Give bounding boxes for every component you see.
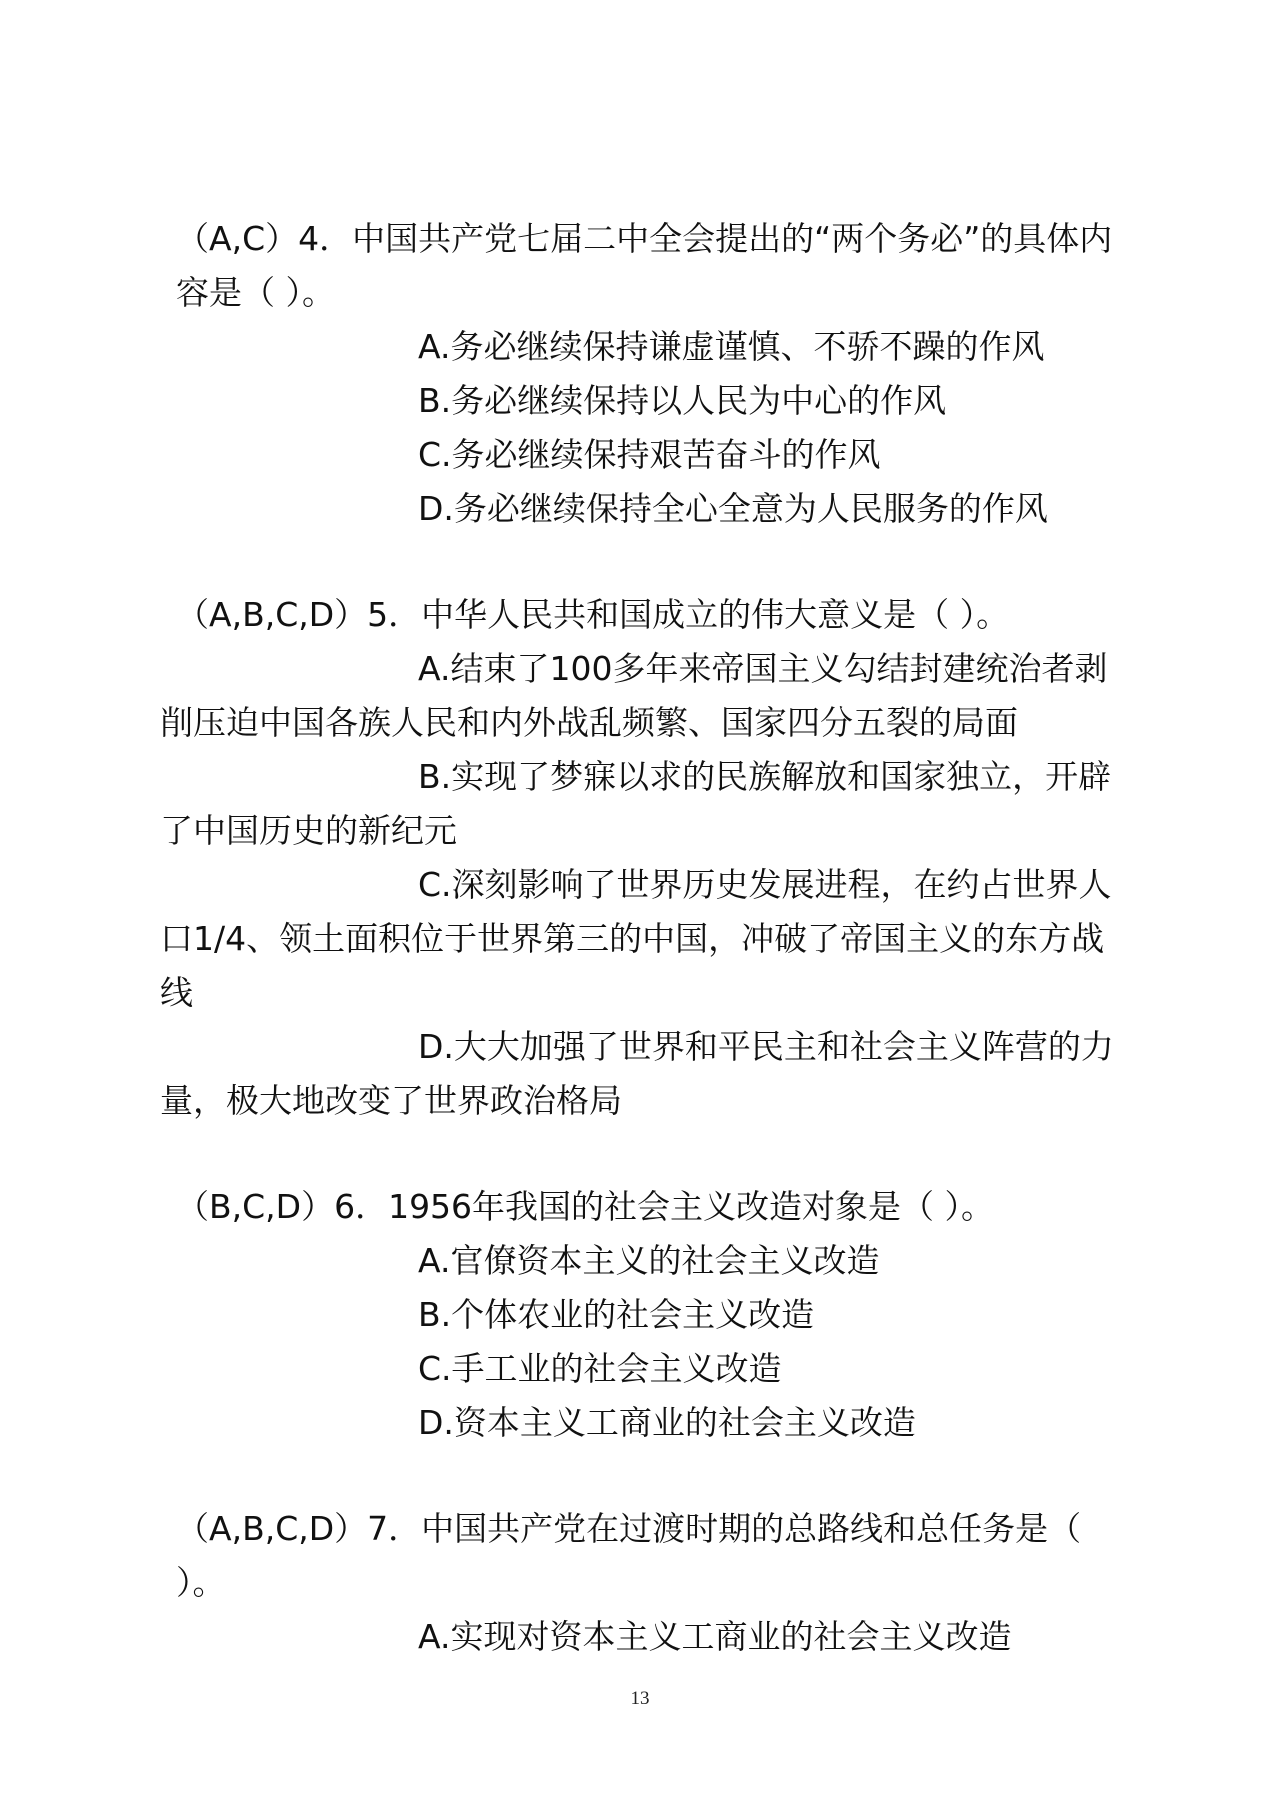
question-5 [160,588,1135,1128]
option-d: D.务必继续保持全心全意为人民服务的作风 [418,489,1048,528]
option-a: A.务必继续保持谦虚谨慎、不骄不躁的作风 [418,327,1045,366]
option-a: A.实现对资本主义工商业的社会主义改造 [418,1617,1012,1656]
question-stem: （B,C,D）6．1956年我国的社会主义改造对象是（ ）。 [176,1187,995,1226]
question-stem: （A,C）4．中国共产党七届二中全会提出的“两个务必”的具体内容是（ ）。 [176,219,1113,312]
question-6 [160,1180,1135,1450]
option-b: B.实现了梦寐以求的民族解放和国家独立，开辟了中国历史的新纪元 [160,757,1112,850]
option-c: C.务必继续保持艰苦奋斗的作风 [418,435,881,474]
question-7 [160,1502,1135,1664]
option-c: C.深刻影响了世界历史发展进程，在约占世界人口1/4、领土面积位于世界第三的中国，冲破了帝国主义的东方战线 [160,865,1112,1012]
option-d: D.大大加强了世界和平民主和社会主义阵营的力量，极大地改变了世界政治格局 [160,1027,1114,1120]
option-c: C.手工业的社会主义改造 [418,1349,782,1388]
option-a: A.结束了100多年来帝国主义勾结封建统治者剥削压迫中国各族人民和内外战乱频繁、国家四分五裂的局面 [160,649,1108,742]
page-number: 13 [630,1688,650,1709]
option-b: B.个体农业的社会主义改造 [418,1295,815,1334]
option-a: A.官僚资本主义的社会主义改造 [418,1241,880,1280]
page-content [160,212,1135,1716]
option-d: D.资本主义工商业的社会主义改造 [418,1403,916,1442]
question-stem: （A,B,C,D）5．中华人民共和国成立的伟大意义是（ ）。 [176,595,1010,634]
question-stem: （A,B,C,D）7．中国共产党在过渡时期的总路线和总任务是（ ）。 [176,1509,1082,1602]
question-4 [160,212,1135,536]
option-b: B.务必继续保持以人民为中心的作风 [418,381,947,420]
